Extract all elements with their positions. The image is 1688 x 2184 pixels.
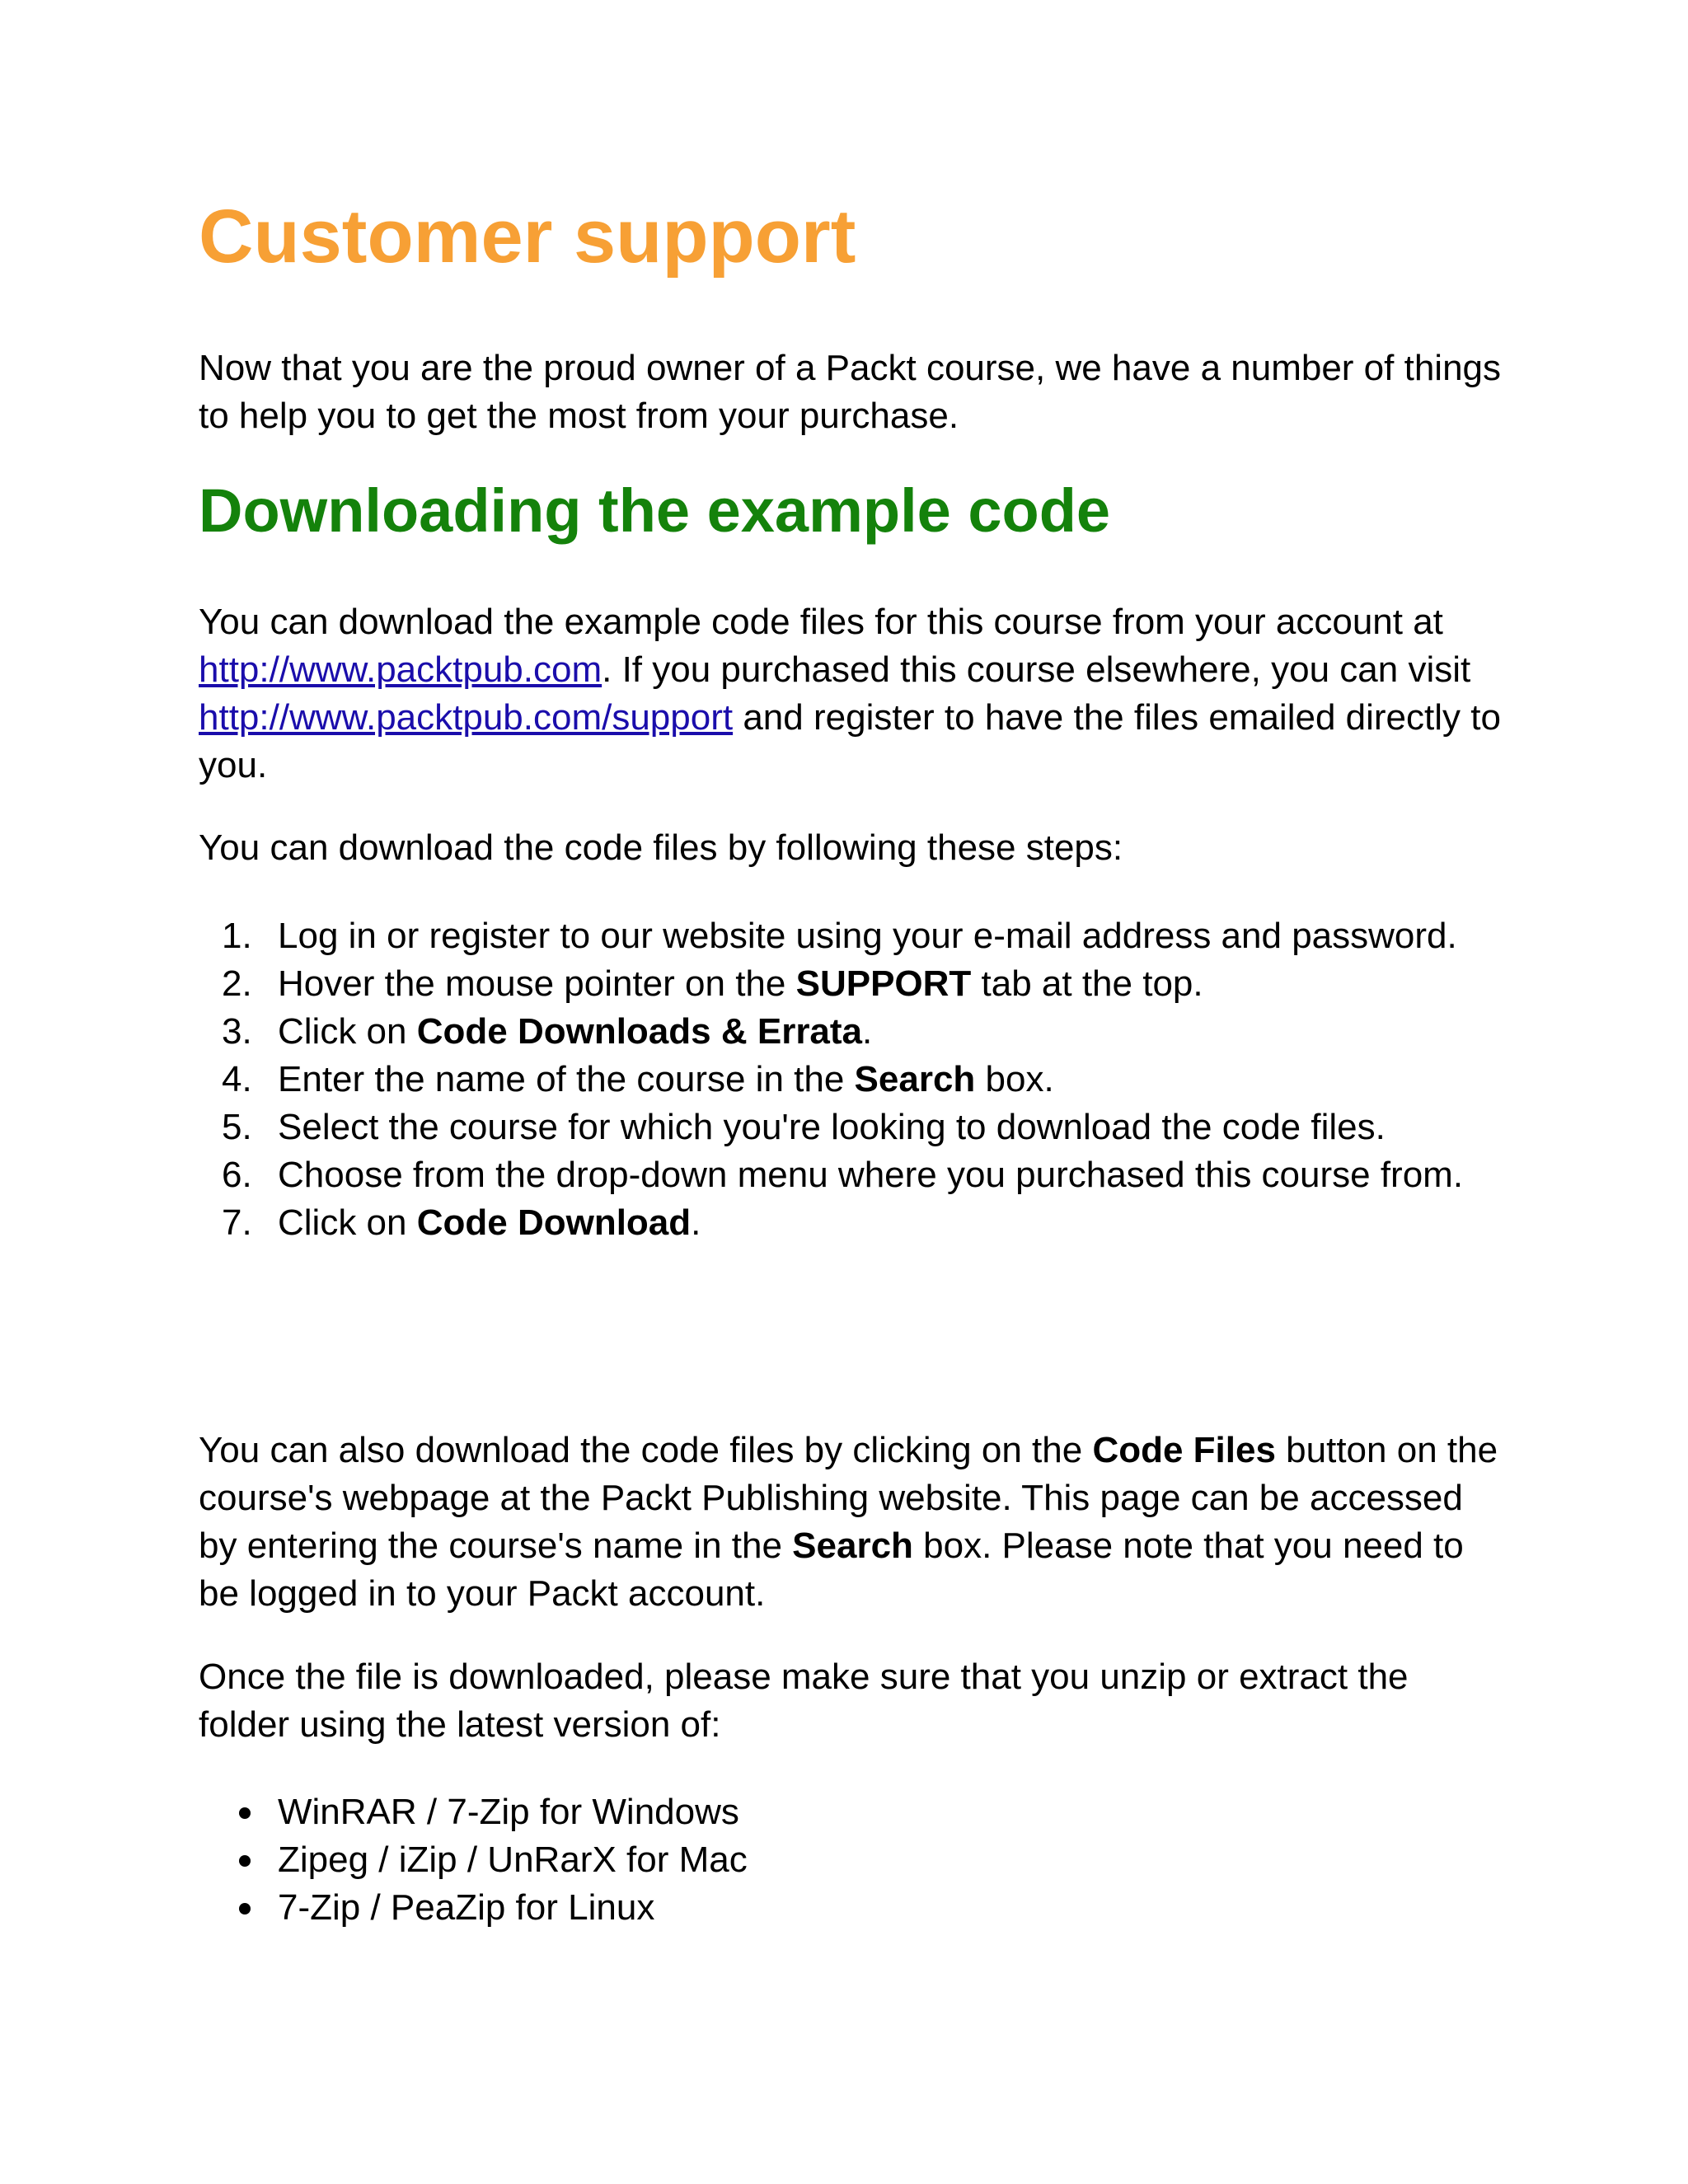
step-item (199, 960, 1501, 1008)
step-number: 6. (222, 1155, 252, 1195)
tool-item (199, 1788, 1501, 1836)
search-bold: Search (792, 1526, 913, 1566)
unzip-paragraph-block (199, 1653, 1501, 1749)
step-text: Click on (278, 1011, 417, 1052)
packtpub-link[interactable]: http://www.packtpub.com (199, 649, 603, 690)
step-item (199, 1056, 1501, 1104)
step-bold-text: Code Download (416, 1202, 692, 1243)
tool-item (199, 1836, 1501, 1884)
step-text-end: box. (975, 1059, 1054, 1099)
step-item (199, 1104, 1501, 1151)
step-number: 7. (222, 1202, 252, 1243)
step-number: 4. (222, 1059, 252, 1099)
packtpub-support-link[interactable]: http://www.packtpub.com/support (199, 697, 734, 738)
download-paragraph (199, 598, 1501, 790)
download-paragraph-text-1: You can download the example code files for this course from your account at (199, 602, 1443, 642)
steps-intro-paragraph: You can download the code files by following these steps: (199, 827, 1123, 868)
download-paragraph-text-2: . If you purchased this course elsewhere, you can visit (602, 649, 1471, 690)
code-files-bold: Code Files (1092, 1430, 1276, 1470)
code-files-text-2: button on the course's webpage at the Packt Publishing website. This page can be accessed by entering the course's name in the (199, 1430, 1498, 1566)
step-number: 2. (222, 963, 252, 1004)
tool-text: Zipeg / iZip / UnRarX for Mac (278, 1840, 748, 1880)
step-text: Choose from the drop-down menu where you purchased this course from. (278, 1155, 1464, 1195)
code-files-paragraph (199, 1427, 1501, 1618)
intro-block (199, 344, 1501, 440)
step-item (199, 1199, 1501, 1247)
step-text: Select the course for which you're looking to download the code files. (278, 1107, 1386, 1147)
step-text-end: . (691, 1202, 701, 1243)
step-number: 3. (222, 1011, 252, 1052)
code-files-text-3: box. Please note that you need to be logged in to your Packt account. (199, 1526, 1464, 1614)
tool-item (199, 1884, 1501, 1932)
tools-list-block (199, 1788, 1501, 1932)
section-heading: Downloading the example code (199, 476, 1111, 545)
tool-text: 7-Zip / PeaZip for Linux (278, 1887, 655, 1928)
code-files-paragraph-block (199, 1427, 1501, 1618)
bullet-icon (239, 1807, 251, 1819)
steps-list (199, 912, 1501, 1247)
code-files-text-1: You can also download the code files by clicking on the (199, 1430, 1093, 1470)
step-item (199, 912, 1501, 960)
step-bold-text: Search (854, 1059, 976, 1099)
page-title: Customer support (199, 194, 856, 279)
step-text-end: tab at the top. (971, 963, 1203, 1004)
step-number: 1. (222, 916, 252, 956)
unzip-paragraph: Once the file is downloaded, please make sure that you unzip or extract the folder using the latest version of: (199, 1657, 1409, 1745)
bullet-icon (239, 1903, 251, 1915)
step-text: Log in or register to our website using your e-mail address and password. (278, 916, 1457, 956)
step-text: Enter the name of the course in the (278, 1059, 855, 1099)
step-bold-text: Code Downloads & Errata (416, 1011, 863, 1052)
step-text: Hover the mouse pointer on the (278, 963, 796, 1004)
step-item (199, 1151, 1501, 1199)
steps-list-block (199, 912, 1501, 1247)
step-text-end: . (862, 1011, 873, 1052)
step-bold-text: SUPPORT (795, 963, 972, 1004)
download-paragraph-block (199, 598, 1501, 790)
intro-paragraph: Now that you are the proud owner of a Packt course, we have a number of things to help you to get the most from your purchase. (199, 348, 1502, 436)
tool-text: WinRAR / 7-Zip for Windows (278, 1792, 739, 1832)
tools-list (199, 1788, 1501, 1932)
bullet-icon (239, 1855, 251, 1867)
step-text: Click on (278, 1202, 417, 1243)
steps-intro-block (199, 824, 1501, 872)
download-paragraph-text-3: and register to have the files emailed directly to you. (199, 697, 1501, 785)
step-number: 5. (222, 1107, 252, 1147)
step-item (199, 1008, 1501, 1056)
